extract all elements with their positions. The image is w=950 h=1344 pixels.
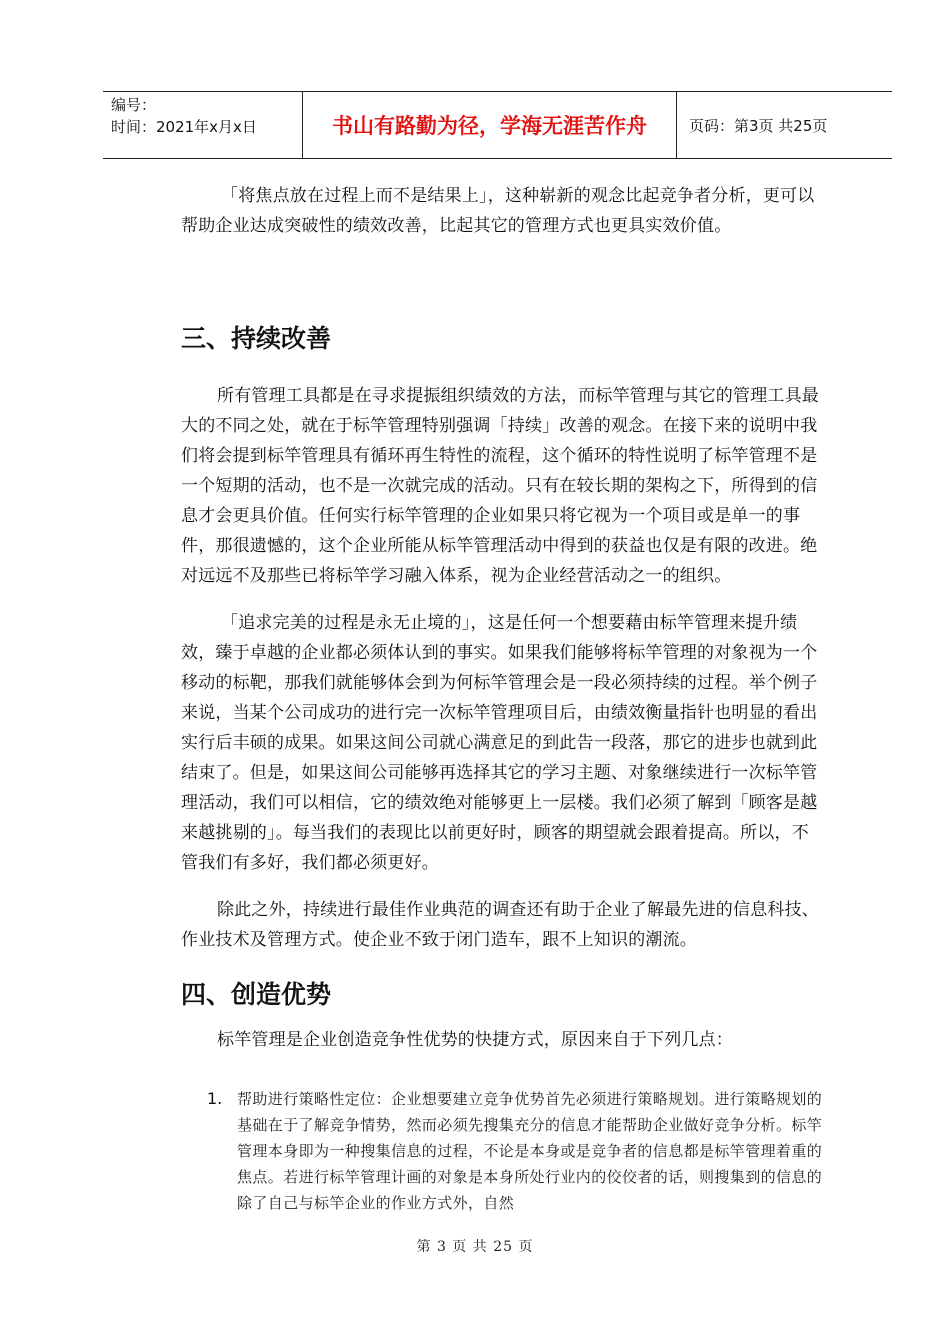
header-page-info: 页码：第3页 共25页 [689,116,828,135]
header-meta [103,92,303,158]
paragraph-focus-process: 「将焦点放在过程上而不是结果上」，这种崭新的观念比起竞争者分析，更可以帮助企业达成突破性的绩效改善，比起其它的管理方式也更具实效价值。 [181,186,815,236]
doc-time-label: 时间：2021年x月x日 [111,118,257,136]
list-item [207,1086,823,1216]
list-item-number: 1. [207,1089,223,1108]
paragraph-advantage-intro: 标竿管理是企业创造竞争性优势的快捷方式，原因来自于下列几点： [217,1030,733,1050]
paragraph-pursuit-perfection: 「追求完美的过程是永无止境的」，这是任何一个想要藉由标竿管理来提升绩效，臻于卓越的企业都必须体认到的事实。如果我们能够将标竿管理的对象视为一个移动的标靶，那我们就能够体会到为何标竿管理会是一段必须持续的过程。举个例子来说，当某个公司成功的进行完一次标竿管理项目后，由绩效衡量指针也明显的看出实行后丰硕的成果。如果这间公司就心满意足的到此告一段落，那它的进步也就到此结束了。但是，如果这间公司能够再选择其它的学习主题、对象继续进行一次标竿管理活动，我们可以相信，它的绩效绝对能够更上一层楼。我们必须了解到「顾客是越来越挑剔的」。每当我们的表现比以前更好时，顾客的期望就会跟着提高。所以，不管我们有多好，我们都必须更好。 [181,613,818,873]
paragraph-best-practice: 除此之外，持续进行最佳作业典范的调查还有助于企业了解最先进的信息科技、作业技术及管理方式。使企业不致于闭门造车，跟不上知识的潮流。 [181,900,819,950]
page-footer: 第 3 页 共 25 页 [416,1239,534,1255]
page-header [103,91,892,159]
section-heading-create-advantage: 四、创造优势 [181,980,332,1009]
header-motto: 书山有路勤为径，学海无涯苦作舟 [303,92,677,158]
list-item-text: 帮助进行策略性定位：企业想要建立竞争优势首先必须进行策略规划。进行策略规划的基础在于了解竞争情势，然而必须先搜集充分的信息才能帮助企业做好竞争分析。标竿管理本身即为一种搜集信息的过程，不论是本身或是竞争者的信息都是标竿管理着重的焦点。若进行标竿管理计画的对象是本身所处行业内的佼佼者的话，则搜集到的信息的除了自己与标竿企业的作业方式外，自然 [237,1090,823,1212]
doc-number-label: 编号： [111,96,157,114]
advantage-list [207,1086,823,1216]
section-heading-continuous-improvement: 三、持续改善 [181,324,332,353]
document-body [181,181,821,1055]
paragraph-management-tools: 所有管理工具都是在寻求提振组织绩效的方法，而标竿管理与其它的管理工具最大的不同之处，就在于标竿管理特别强调「持续」改善的观念。在接下来的说明中我们将会提到标竿管理具有循环再生特性的流程，这个循环的特性说明了标竿管理不是一个短期的活动，也不是一次就完成的活动。只有在较长期的架构之下，所得到的信息才会更具价值。任何实行标竿管理的企业如果只将它视为一个项目或是单一的事件，那很遗憾的，这个企业所能从标竿管理活动中得到的获益也仅是有限的改进。绝对远远不及那些已将标竿学习融入体系，视为企业经营活动之一的组织。 [181,386,819,586]
